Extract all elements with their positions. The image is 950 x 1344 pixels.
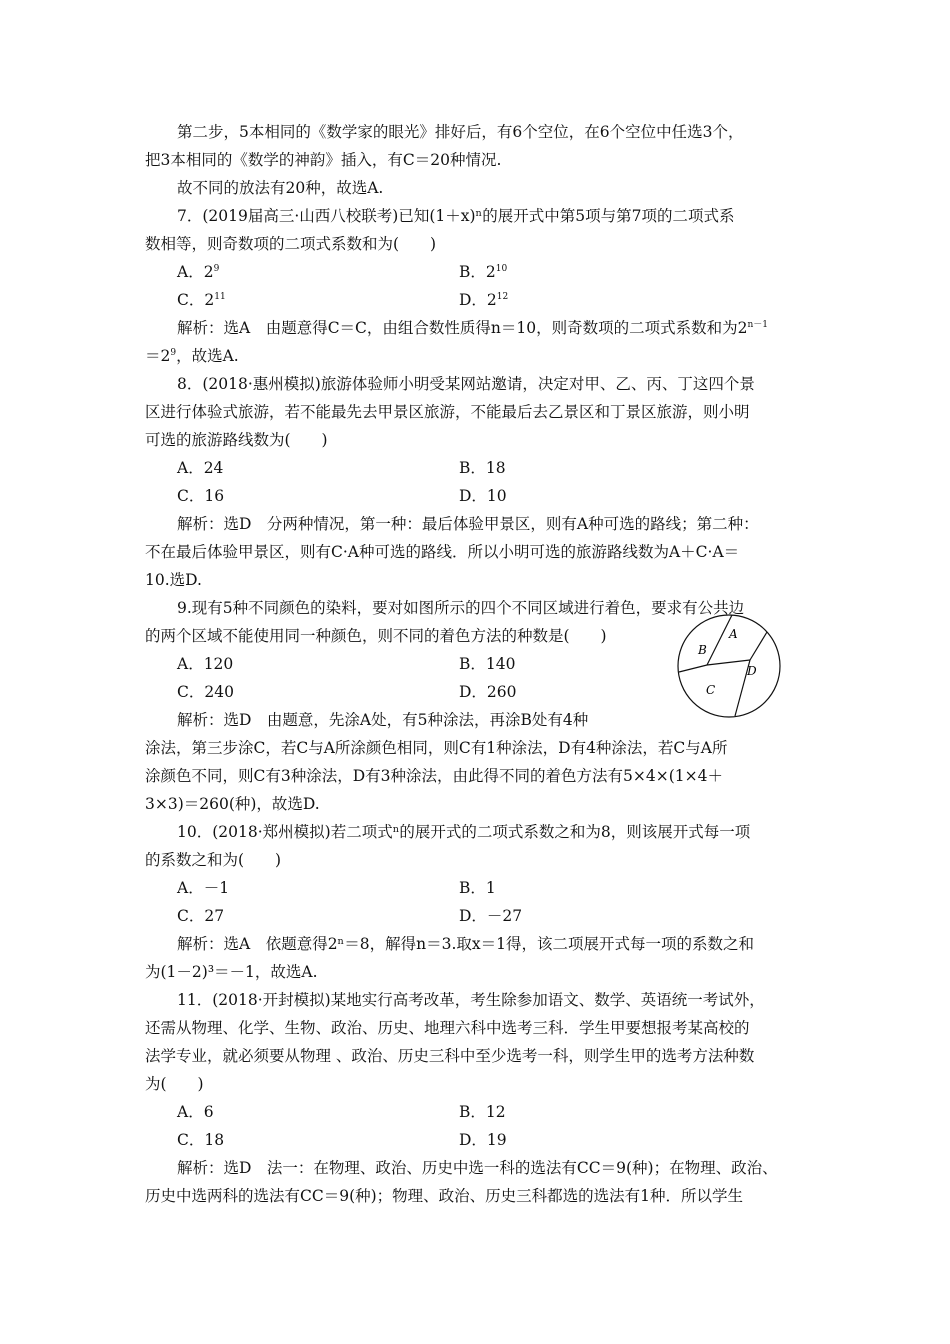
option-c: C．$2^{11}$	[177, 291, 226, 309]
solution-9: 涂法，第三步涂C，若C与A所涂颜色相同，则C有1种涂法，D有4种涂法，若C与A所	[145, 739, 728, 757]
text-line: 故不同的放法有20种，故选A.	[177, 179, 384, 197]
option-d: D．－27	[459, 907, 523, 925]
question-7-stem: 数相等，则奇数项的二项式系数和为( )	[145, 235, 437, 253]
question-8-stem: 可选的旅游路线数为( )	[145, 431, 328, 449]
figure-divider	[750, 632, 767, 660]
option-d: D．19	[459, 1131, 507, 1149]
solution-9: 涂颜色不同，则C有3种涂法，D有3种涂法，由此得不同的着色方法有5×4×(1×4＋	[145, 767, 723, 785]
option-c: C．240	[177, 683, 234, 701]
text-line: 第二步，5本相同的《数学家的眼光》排好后，有6个空位，在6个空位中任选3个，	[177, 123, 744, 141]
solution-8: 解析：选D 分两种情况，第一种：最后体验甲景区，则有A种可选的路线；第二种：	[177, 515, 759, 533]
option-a: A．24	[177, 459, 224, 477]
region-label-c: C	[706, 683, 716, 697]
option-c: C．27	[177, 907, 225, 925]
solution-8: 不在最后体验甲景区，则有C·A种可选的路线．所以小明可选的旅游路线数为A＋C·A＝	[145, 543, 740, 561]
region-label-b: B	[698, 643, 707, 657]
solution-11: 历史中选两科的选法有CC＝9(种)；物理、政治、历史三科都选的选法有1种．所以学生	[145, 1187, 744, 1205]
option-d: D．$2^{12}$	[459, 291, 509, 309]
question-9-stem: 的两个区域不能使用同一种颜色，则不同的着色方法的种数是( )	[145, 627, 607, 645]
solution-9: 3×3)＝260(种)，故选D.	[145, 795, 320, 813]
solution-8: 10.选D.	[145, 571, 202, 589]
option-d: D．260	[459, 683, 517, 701]
question-7-stem: 7．(2019届高三·山西八校联考)已知(1＋x)ⁿ的展开式中第5项与第7项的二项式系	[177, 207, 735, 225]
region-label-d: D	[747, 664, 757, 678]
solution-11: 解析：选D 法一：在物理、政治、历史中选一科的选法有CC＝9(种)；在物理、政治、	[177, 1159, 778, 1177]
solution-7: 解析：选A 由题意得C＝C，由组合数性质得n＝10，则奇数项的二项式系数和为$2^{n-1}$	[177, 319, 769, 337]
region-coloring-figure	[674, 610, 784, 722]
question-9-stem: 9.现有5种不同颜色的染料，要对如图所示的四个不同区域进行着色，要求有公共边	[177, 599, 745, 617]
question-11-stem: 还需从物理、化学、生物、政治、历史、地理六科中选考三科．学生甲要想报考某高校的	[145, 1019, 750, 1037]
option-b: B．1	[459, 879, 496, 897]
question-8-stem: 区进行体验式旅游，若不能最先去甲景区旅游，不能最后去乙景区和丁景区旅游，则小明	[145, 403, 750, 421]
figure-divider	[707, 660, 750, 665]
option-a: A．6	[177, 1103, 214, 1121]
option-b: B．140	[459, 655, 516, 673]
option-a: A．120	[177, 655, 234, 673]
question-10-stem: 10．(2018·郑州模拟)若二项式ⁿ的展开式的二项式系数之和为8，则该展开式每一项	[177, 823, 751, 841]
question-11-stem: 为( )	[145, 1075, 204, 1093]
question-8-stem: 8．(2018·惠州模拟)旅游体验师小明受某网站邀请，决定对甲、乙、丙、丁这四个景	[177, 375, 755, 393]
figure-divider	[679, 665, 707, 672]
solution-7: $=2^9$，故选A.	[145, 347, 239, 365]
region-label-a: A	[729, 627, 738, 641]
option-a: A．－1	[177, 879, 230, 897]
option-b: B．18	[459, 459, 506, 477]
option-a: A．$2^9$	[177, 263, 220, 281]
option-b: B．$2^{10}$	[459, 263, 508, 281]
option-c: C．16	[177, 487, 225, 505]
question-10-stem: 的系数之和为( )	[145, 851, 282, 869]
question-11-stem: 11．(2018·开封模拟)某地实行高考改革，考生除参加语文、数学、英语统一考试外，	[177, 991, 765, 1009]
solution-10: 解析：选A 依题意得2ⁿ＝8，解得n＝3.取x＝1得，该二项展开式每一项的系数之和	[177, 935, 754, 953]
option-d: D．10	[459, 487, 507, 505]
text-line: 把3本相同的《数学的神韵》插入，有C＝20种情况.	[145, 151, 502, 169]
solution-9: 解析：选D 由题意，先涂A处，有5种涂法，再涂B处有4种	[177, 711, 589, 729]
option-c: C．18	[177, 1131, 225, 1149]
question-11-stem: 法学专业，就必须要从物理 、政治、历史三科中至少选考一科，则学生甲的选考方法种数	[145, 1047, 755, 1065]
option-b: B．12	[459, 1103, 506, 1121]
solution-10: 为(1－2)³＝－1，故选A.	[145, 963, 318, 981]
